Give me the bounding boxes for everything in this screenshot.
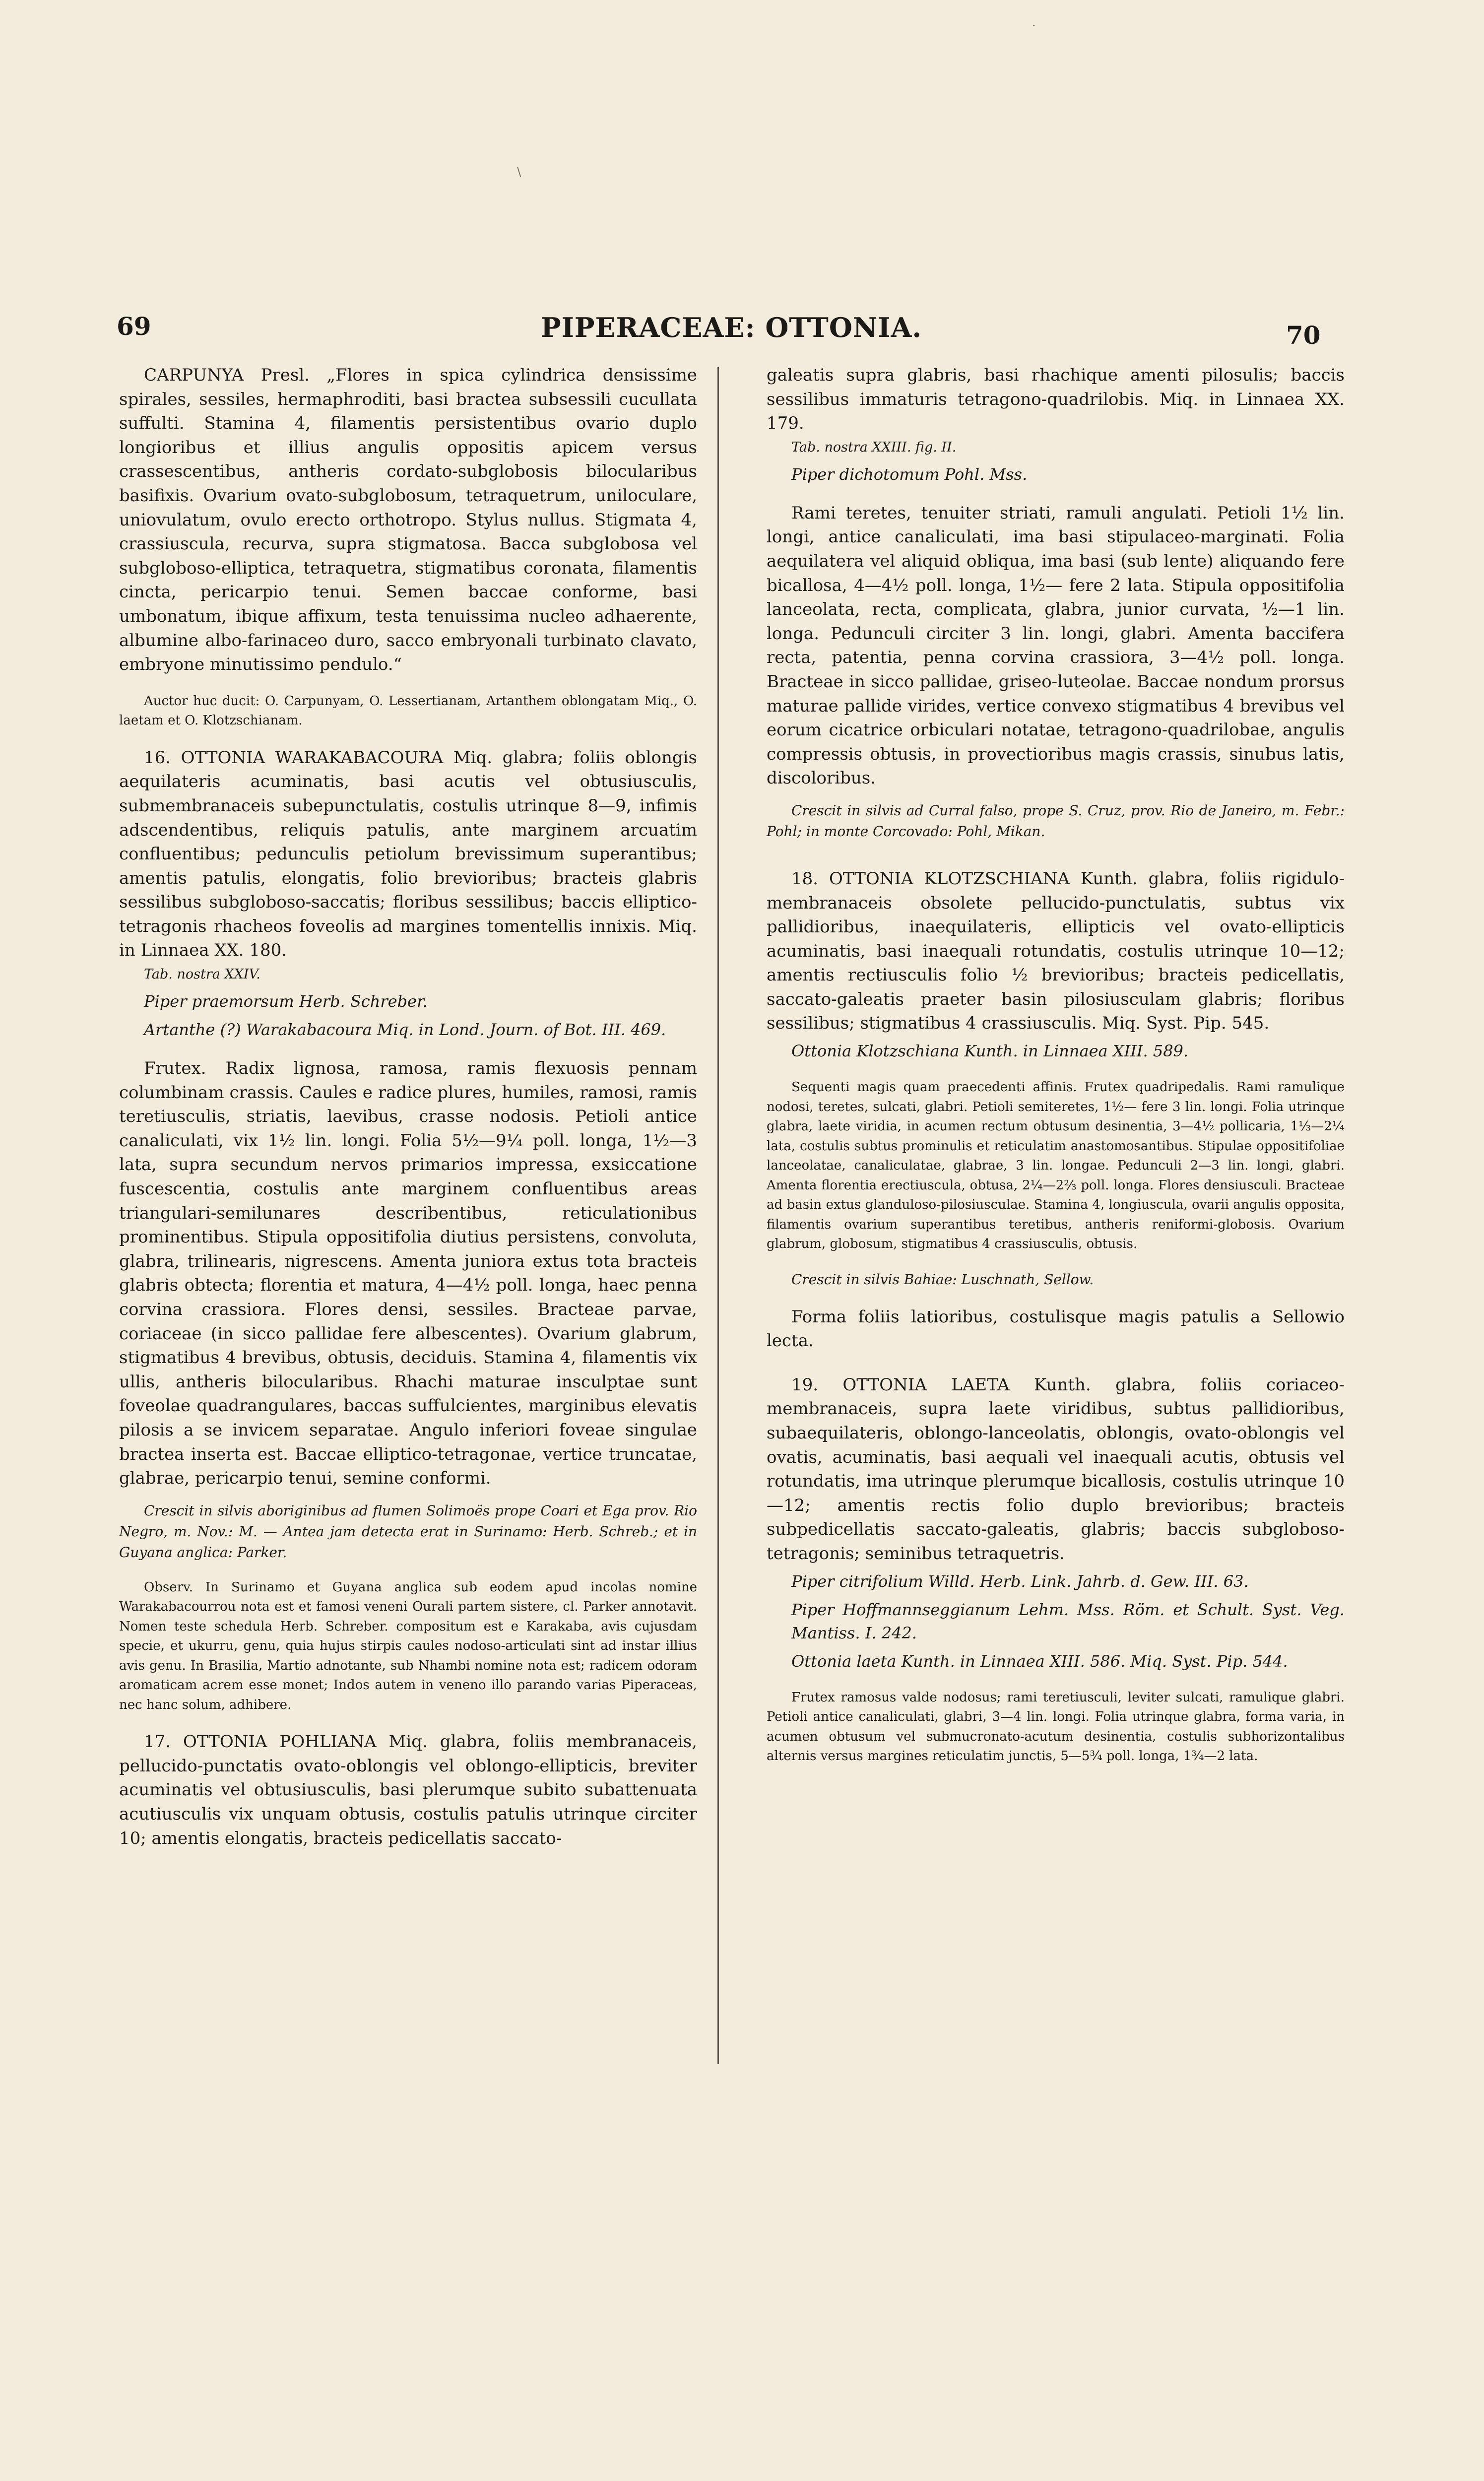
species-16-synonym: Piper praemorsum Herb. Schreber. <box>144 992 428 1011</box>
species-18-description: Sequenti magis quam praecedenti affinis. Frutex quadripedalis. Rami ramulique nodosi, teretes, sulcati, glabri. Petioli semiteretes, 1½— fere 3 lin. longi. Folia utrinque glabra, laete viridia, in acumen rectum obtusum desinentia, 3—4½ pollicaria, 1⅓—2¼ lata, costulis subtus prominulis et reticulatim anastomosantibus. Stipulae oppositifoliae lanceolatae, canaliculatae, glabrae, 3 lin. longae. Pedunculi 2—3 lin. longi, glabri. Amenta florentia erectiuscula, obtusa, 2¼—2⅔ poll. longa. Flores densiusculi. Bracteae ad basin extus glanduloso-pilosiusculae. Stamina 4, longiuscula, ovarii angulis opposita, filamentis ovarium superantibus teretibus, antheris reniformi-globosis. Ovarium glabrum, globosum, stigmatibus 4 crassiusculis, obtusis. <box>767 1080 1345 1252</box>
species-17-synonym: Piper dichotomum Pohl. Mss. <box>791 464 1028 484</box>
species-19-synonym: Piper Hoffmannseggianum Lehm. Mss. Röm. et Schult. Syst. Veg. Mantiss. I. 242. <box>791 1600 1345 1642</box>
species-16-habitat: Crescit in silvis aboriginibus ad flumen Solimoës prope Coari et Ega prov. Rio Negro, m. Nov.: M. — Antea jam detecta erat in Surinamo: Herb. Schreb.; et in Guyana anglica: Parker. <box>119 1502 697 1561</box>
species-19-synonym: Piper citrifolium Willd. Herb. Link. Jahrb. d. Gew. III. 63. <box>791 1571 1249 1591</box>
species-17-plate: Tab. nostra XXIII. fig. II. <box>791 439 957 455</box>
species-16-plate: Tab. nostra XXIV. <box>144 967 260 982</box>
species-19-description: Frutex ramosus valde nodosus; rami teretiusculi, leviter sulcati, ramulique glabri. Petioli antice canaliculati, glabri, 3—4 lin. longi. Folia utrinque glabra, forma varia, in acumen obtusum vel submucronato-acutum desinentia, costulis subhorizontalibus alternis versus margines reticulatim junctis, 5—5¾ poll. longa, 1¾—2 lata. <box>767 1690 1345 1763</box>
species-16-synonym: Artanthe (?) Warakabacoura Miq. in Lond. Journ. of Bot. III. 469. <box>144 1020 666 1040</box>
species-17-description: Rami teretes, tenuiter striati, ramuli angulati. Petioli 1½ lin. longi, antice canaliculati, ima basi stipulaceo-marginati. Folia aequilatera vel aliquid obliqua, ima basi (sub lente) aliquando fere bicallosa, 4—4½ poll. longa, 1½— fere 2 lata. Stipula oppositifolia lanceolata, recta, complicata, glabra, junior curvata, ½—1 lin. longa. Pedunculi circiter 3 lin. longi, glabri. Amenta baccifera recta, patentia, penna corvina crassiora, 3—4½ poll. longa. Bracteae in sicco pallidae, griseo-luteolae. Baccae nondum prorsus maturae pallide virides, vertice convexo stigmatibus 4 brevibus vel eorum cicatrice orbiculari notatae, tetragono-quadrilobae, angulis compressis obtusis, in provectioribus magis crassis, sinubus latis, discoloribus. <box>767 503 1345 788</box>
species-19-diagnosis: 19. OTTONIA LAETA Kunth. glabra, foliis coriaceo-membranaceis, supra laete viridibus, subtus pallidioribus, subaequilateris, oblongo-lanceolatis, oblongis, ovato-oblongis vel ovatis, acuminatis, basi aequali vel inaequali acutis, obtusis vel rotundatis, ima utrinque plerumque bicallosis, costulis utrinque 10—12; amentis rectis folio duplo brevioribus; bracteis subpedicellatis saccato-galeatis, glabris; baccis subgloboso-tetragonis; seminibus tetraquetris. <box>767 1374 1345 1564</box>
species-17-diagnosis: 17. OTTONIA POHLIANA Miq. glabra, foliis membranaceis, pellucido-punctatis ovato-oblongis vel oblongo-ellipticis, breviter acuminatis vel obtusiusculis, basi plerumque subito subattenuata acutiusculis vix unquam obtusis, costulis patulis utrinque circiter 10; amentis elongatis, bracteis pedicellatis saccato- <box>119 1732 697 1848</box>
left-column <box>119 363 697 1865</box>
species-17-habitat: Crescit in silvis ad Curral falso, prope S. Cruz, prov. Rio de Janeiro, m. Febr.: Pohl; in monte Corcovado: Pohl, Mikan. <box>767 802 1345 840</box>
species-18-diagnosis: 18. OTTONIA KLOTZSCHIANA Kunth. glabra, foliis rigidulo-membranaceis obsolete pellucido-punctulatis, subtus vix pallidioribus, inaequilateris, ellipticis vel ovato-ellipticis acuminatis, basi inaequali rotundatis, costulis utrinque 10—12; amentis rectiusculis folio ½ brevioribus; bracteis pedicellatis, saccato-galeatis praeter basin pilosiusculam glabris; floribus sessilibus; stigmatibus 4 crassiusculis. Miq. Syst. Pip. 545. <box>767 868 1345 1034</box>
page-header <box>0 312 1484 351</box>
species-16-description: Frutex. Radix lignosa, ramosa, ramis flexuosis pennam columbinam crassis. Caules e radice plures, humiles, ramosi, ramis teretiusculis, striatis, laevibus, crasse nodosis. Petioli antice canaliculati, vix 1½ lin. longi. Folia 5½—9¼ poll. longa, 1½—3 lata, supra secundum nervos primarios impressa, exsiccatione fuscescentia, costulis ante marginem confluentibus areas triangulari-semilunares describentibus, reticulationibus prominentibus. Stipula oppositifolia diutius persistens, convoluta, glabra, trilinearis, nigrescens. Amenta juniora extus tota bracteis glabris obtecta; florentia et matura, 4—4½ poll. longa, haec penna corvina crassiora. Flores densi, sessiles. Bracteae parvae, coriaceae (in sicco pallidae fere albescentes). Ovarium glabrum, stigmatibus 4 brevibus, obtusis, deciduis. Stamina 4, filamentis vix ullis, antheris bilocularibus. Rhachi maturae insculptae sunt foveolae quadrangulares, baccas suffulcientes, marginibus elevatis pilosis a se invicem separatae. Angulo inferiori foveae singulae bractea inserta est. Baccae elliptico-tetragonae, vertice truncatae, glabrae, pericarpio tenui, semine conformi. <box>119 1058 697 1489</box>
running-title: PIPERACEAE: OTTONIA. <box>541 312 922 343</box>
genus-description: CARPUNYA Presl. „Flores in spica cylindrica densissime spirales, sessiles, hermaphroditi, basi bractea subsessili cucullata suffulti. Stamina 4, filamentis persistentibus ovario duplo longioribus et illius angulis oppositis apicem versus crassescentibus, antheris cordato-subglobosis bilocularibus basifixis. Ovarium ovato-subglobosum, tetraquetrum, uniloculare, uniovulatum, ovulo erecto orthotropo. Stylus nullus. Stigmata 4, crassiuscula, recurva, supra stigmatosa. Bacca subglobosa vel subgloboso-elliptica, tetraquetra, stigmatibus coronata, filamentis cincta, pericarpio tenui. Semen baccae conforme, basi umbonatum, ibique affixum, testa tenuissima nucleo adhaerente, albumine albo-farinaceo duro, sacco embryonali turbinato clavato, embryone minutissimo pendulo.“ <box>119 365 697 675</box>
species-17-diagnosis-cont: galeatis supra glabris, basi rhachique amenti pilosulis; baccis sessilibus immaturis tetragono-quadrilobis. Miq. in Linnaea XX. 179. <box>767 365 1345 434</box>
page-number-right: 70 <box>1286 321 1321 350</box>
species-19-synonym: Ottonia laeta Kunth. in Linnaea XIII. 586. Miq. Syst. Pip. 544. <box>791 1651 1288 1671</box>
species-16-diagnosis: 16. OTTONIA WARAKABACOURA Miq. glabra; foliis oblongis aequilateris acuminatis, basi acutis vel obtusiusculis, submembranaceis subepunctulatis, costulis utrinque 8—9, infimis adscendentibus, reliquis patulis, ante marginem arcuatim confluentibus; pedunculis petiolum brevissimum superantibus; amentis patulis, elongatis, folio brevioribus; bracteis glabris sessilibus subgloboso-saccatis; floribus sessilibus; baccis elliptico-tetragonis rhacheos foveolis ad margines tomentellis innixis. Miq. in Linnaea XX. 180. <box>119 747 697 961</box>
auctor-note: Auctor huc ducit: O. Carpunyam, O. Lessertianam, Artanthem oblongatam Miq., O. laetam et O. Klotzschianam. <box>119 693 697 728</box>
species-18-synonym: Ottonia Klotzschiana Kunth. in Linnaea XIII. 589. <box>791 1042 1189 1061</box>
margin-mark: · <box>1032 19 1036 33</box>
page-number-left: 69 <box>117 312 151 341</box>
species-18-form-note: Forma foliis latioribus, costulisque magis patulis a Sellowio lecta. <box>767 1306 1345 1351</box>
column-divider <box>717 367 719 2064</box>
species-16-observation: Observ. In Surinamo et Guyana anglica sub eodem apud incolas nomine Warakabacourrou nota est et famosi veneni Ourali partem sistere, cl. Parker annotavit. Nomen teste schedula Herb. Schreber. compositum est e Karakaba, avis cujusdam specie, et ukurru, genu, quia hujus stirpis caules nodoso-articulati sint ad instar illius avis genu. In Brasilia, Martio adnotante, sub Nhambi nomine nota est; radicem odoram aromaticam acrem esse monet; Indos autem in veneno illo parando varias Piperaceas, nec hanc solum, adhibere. <box>119 1579 697 1712</box>
margin-mark: \ <box>517 165 521 179</box>
species-18-habitat: Crescit in silvis Bahiae: Luschnath, Sellow. <box>791 1271 1094 1288</box>
right-column <box>767 363 1345 1781</box>
